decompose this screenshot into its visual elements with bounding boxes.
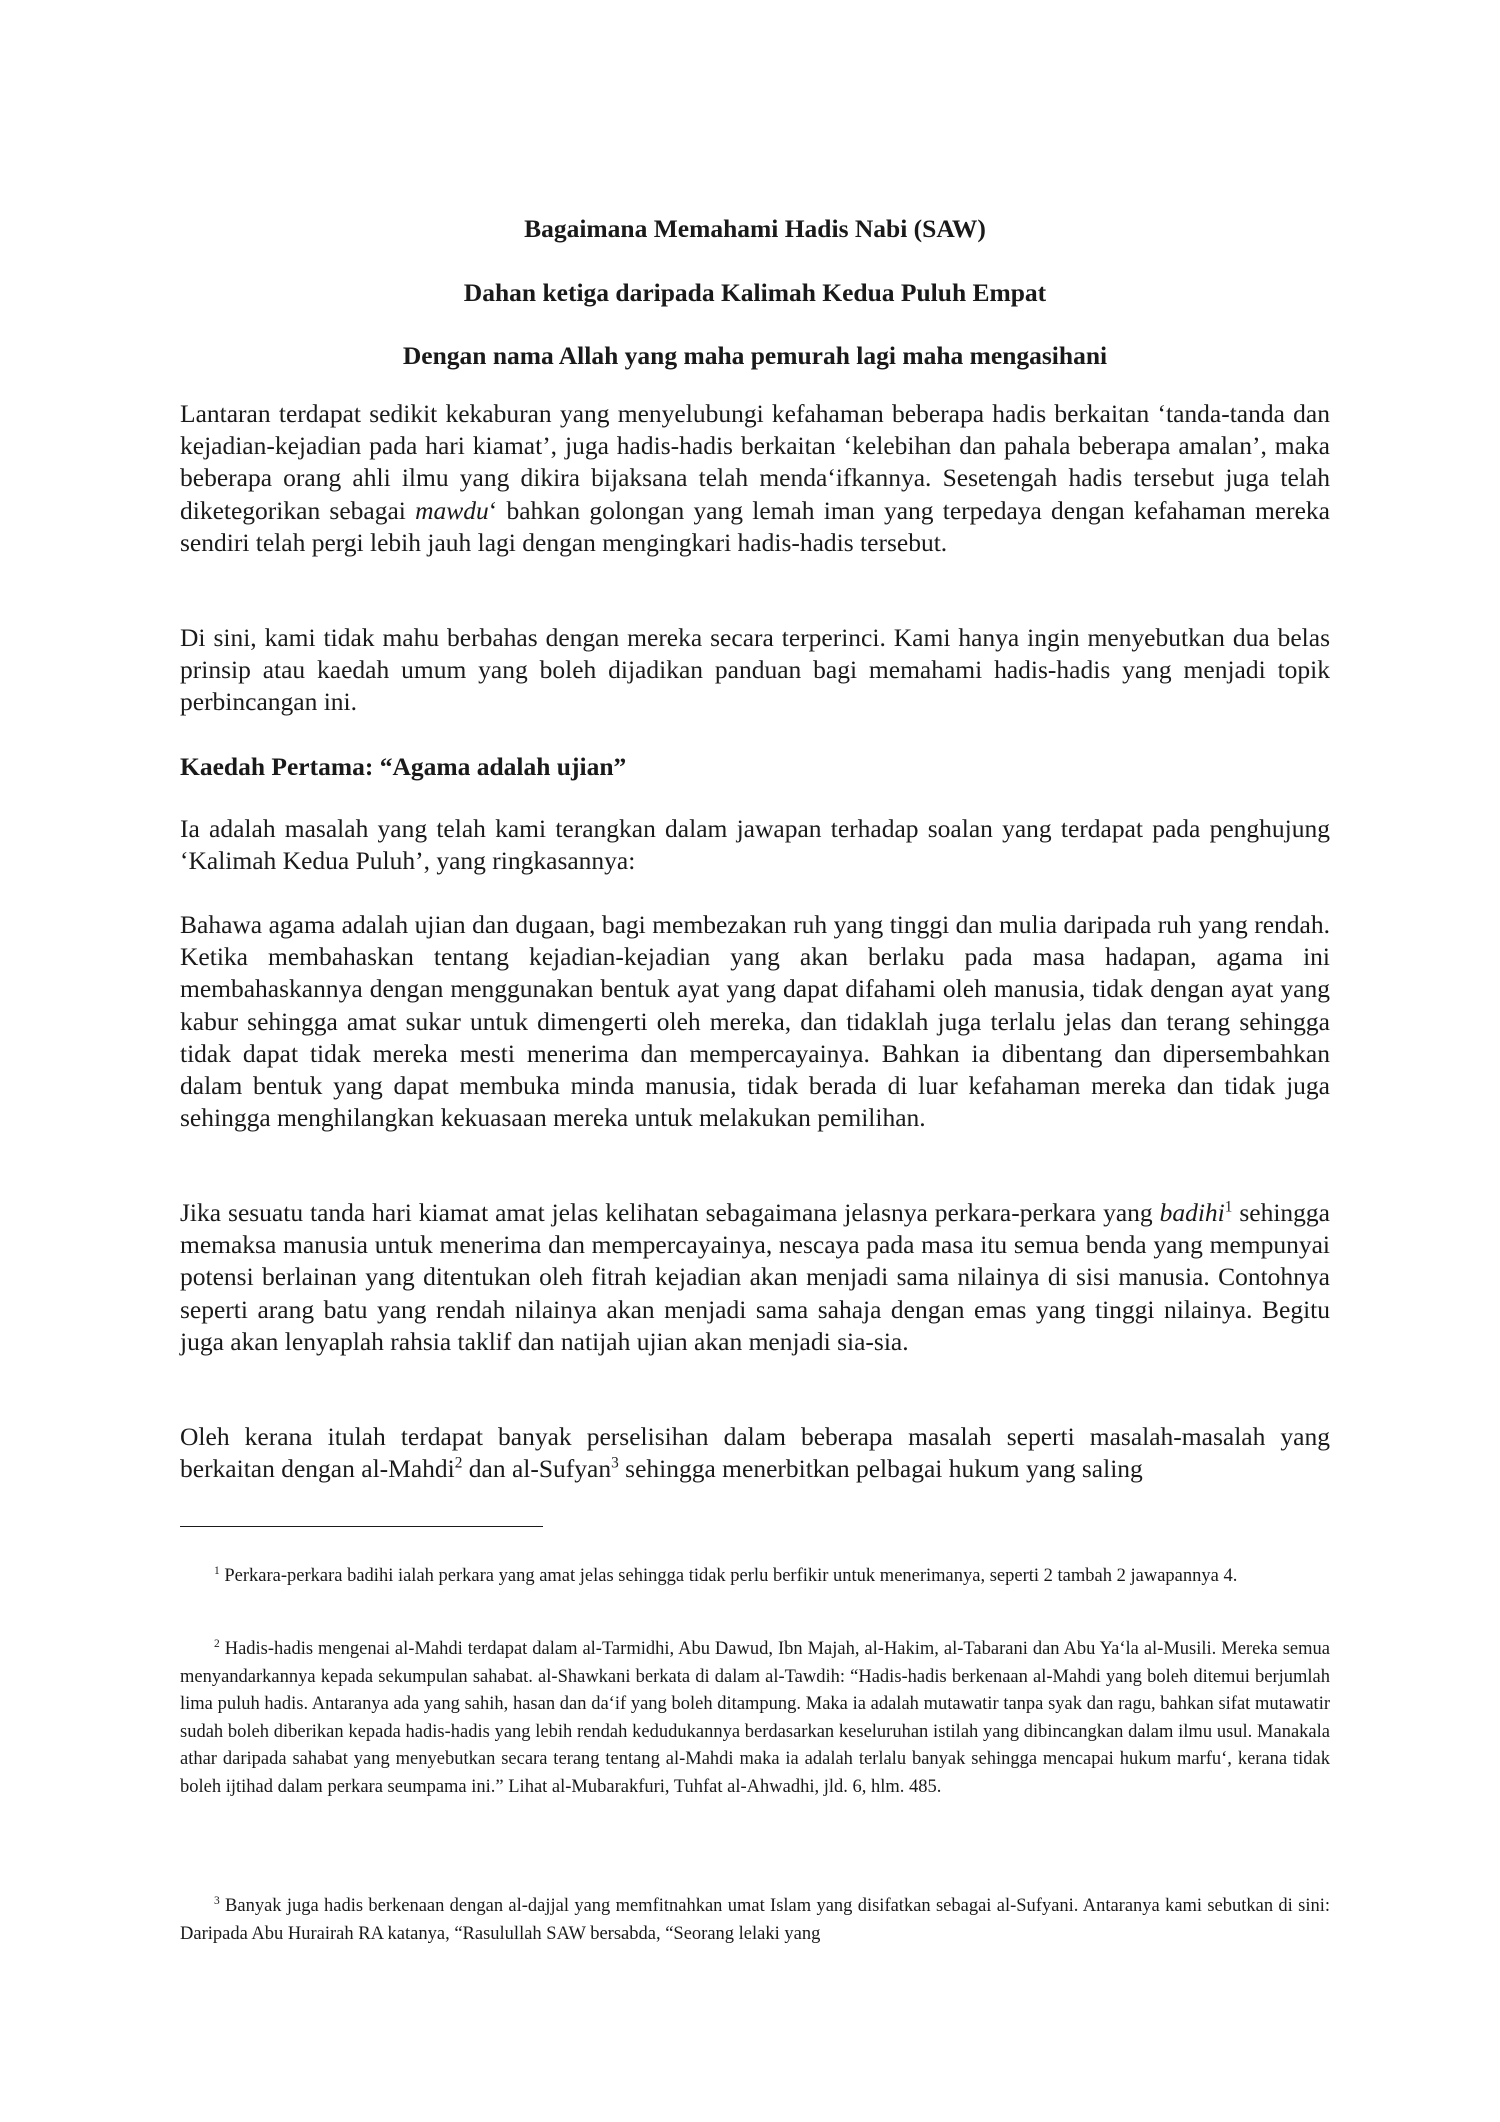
paragraph-mahdi-text-b: dan al-Sufyan (462, 1454, 612, 1484)
footnote-1 (180, 1563, 1330, 1591)
paragraph-reference: Ia adalah masalah yang telah kami terangkan dalam jawapan terhadap soalan yang terdapat pada penghujung ‘Kalimah Kedua Puluh’, yang ringkasannya: (180, 814, 1330, 876)
term-badihi: badihi (1159, 1198, 1225, 1227)
footnote-ref-3[interactable]: 3 (611, 1454, 619, 1472)
paragraph-intro-text-a: Lantaran terdapat sedikit kekaburan yang menyelubungi kefahaman beberapa hadis berkaitan ‘tanda-tanda dan kejadian-kejadian pada hari kiamat’, juga hadis-hadis berkaitan ‘kelebihan dan pahala beberapa amalan’, maka beberapa orang ahli ilmu yang dikira bijaksana telah menda‘ifkannya. Sesetengah hadis tersebut juga telah diketegorikan sebagai (180, 399, 1330, 525)
paragraph-signs-text-b: sehingga memaksa manusia untuk menerima dan mempercayainya, nescaya pada masa itu semua benda yang mempunyai potensi berlainan yang ditentukan oleh fitrah kejadian akan menjadi sama nilainya di sisi manusia. Contohnya seperti arang batu yang rendah nilainya akan menjadi sama sahaja dengan emas yang tinggi nilainya. Begitu juga akan lenyaplah rahsia taklif dan natijah ujian akan menjadi sia-sia. (180, 1198, 1330, 1356)
document-title: Bagaimana Memahami Hadis Nabi (SAW) (524, 214, 986, 243)
paragraph-signs-text-a: Jika sesuatu tanda hari kiamat amat jelas kelihatan sebagaimana jelasnya perkara-perkara yang (180, 1198, 1160, 1227)
paragraph-mahdi (180, 1421, 1330, 1485)
paragraph-intro (180, 398, 1330, 559)
footnote-3 (180, 1893, 1330, 1948)
basmala-heading: Dengan nama Allah yang maha pemurah lagi maha mengasihani (402, 341, 1108, 370)
paragraph-intro-text-b: ‘ bahkan golongan yang lemah iman yang terpedaya dengan kefahaman mereka sendiri telah pergi lebih jauh lagi dengan mengingkari hadis-hadis tersebut. (180, 495, 1330, 557)
footnote-text: Perkara-perkara badihi ialah perkara yang amat jelas sehingga tidak perlu berfikir untuk menerimanya, seperti 2 tambah 2 jawapannya 4. (219, 1566, 1238, 1586)
footnote-number: 2 (214, 1637, 220, 1650)
footnote-ref-1[interactable]: 1 (1224, 1198, 1233, 1216)
section-heading-kaedah-pertama: Kaedah Pertama: “Agama adalah ujian” (180, 752, 627, 781)
document-subtitle: Dahan ketiga daripada Kalimah Kedua Puluh Empat (463, 278, 1047, 307)
footnote-ref-2[interactable]: 2 (454, 1454, 463, 1472)
paragraph-religion-test: Bahawa agama adalah ujian dan dugaan, bagi membezakan ruh yang tinggi dan mulia daripada ruh yang rendah. Ketika membahaskan tentang kejadian-kejadian yang akan berlaku pada masa hadapan, agama ini membahaskannya dengan menggunakan bentuk ayat yang dapat difahami oleh manusia, tidak dengan ayat yang kabur sehingga amat sukar untuk dimengerti oleh mereka, dan tidaklah juga terlalu jelas dan terang sehingga tidak dapat tidak mereka mesti menerima dan mempercayainya. Bahkan ia dibentang dan dipersembahkan dalam bentuk yang dapat membuka minda manusia, tidak berada di luar kefahaman mereka dan tidak juga sehingga menghilangkan kekuasaan mereka untuk melakukan pemilihan. (180, 910, 1330, 1133)
footnote-number: 1 (214, 1564, 220, 1577)
footnote-text: Hadis-hadis mengenai al-Mahdi terdapat dalam al-Tarmidhi, Abu Dawud, Ibn Majah, al-Hakim, al-Tabarani dan Abu Ya‘la al-Musili. Mereka semua menyandarkannya kepada sekumpulan sahabat. al-Shawkani berkata di dalam al-Tawdih: “Hadis-hadis berkenaan al-Mahdi yang boleh ditemui berjumlah lima puluh hadis. Antaranya ada yang sahih, hasan dan da‘if yang boleh ditampung. Maka ia adalah mutawatir tanpa syak dan ragu, bahkan sifat mutawatir sudah boleh diberikan kepada hadis-hadis yang lebih rendah kedudukannya berdasarkan keseluruhan istilah yang dibincangkan dalam ilmu usul. Manakala athar daripada sahabat yang menyebutkan secara terang tentang al-Mahdi maka ia adalah terlalu banyak sehingga mencapai hukum marfu‘, kerana tidak boleh ijtihad dalam perkara seumpama ini.” Lihat al-Mubarakfuri, Tuhfat al-Ahwadhi, jld. 6, hlm. 485. (180, 1639, 1330, 1797)
footnote-divider (180, 1526, 543, 1527)
paragraph-mahdi-text-a: Oleh kerana itulah terdapat banyak perselisihan dalam beberapa masalah seperti masalah-masalah yang berkaitan dengan al-Mahdi (180, 1422, 1330, 1484)
paragraph-scope: Di sini, kami tidak mahu berbahas dengan mereka secara terperinci. Kami hanya ingin menyebutkan dua belas prinsip atau kaedah umum yang boleh dijadikan panduan bagi memahami hadis-hadis yang menjadi topik perbincangan ini. (180, 623, 1330, 717)
term-mawdu: mawdu (415, 495, 489, 525)
footnote-number: 3 (214, 1894, 220, 1907)
paragraph-signs (180, 1197, 1330, 1358)
footnote-text: Banyak juga hadis berkenaan dengan al-dajjal yang memfitnahkan umat Islam yang disifatkan sebagai al-Sufyani. Antaranya kami sebutkan di sini: Daripada Abu Hurairah RA katanya, “Rasulullah SAW bersabda, “Seorang lelaki yang (180, 1896, 1330, 1944)
paragraph-mahdi-text-c: sehingga menerbitkan pelbagai hukum yang saling (618, 1454, 1143, 1484)
footnote-2 (180, 1636, 1330, 1801)
